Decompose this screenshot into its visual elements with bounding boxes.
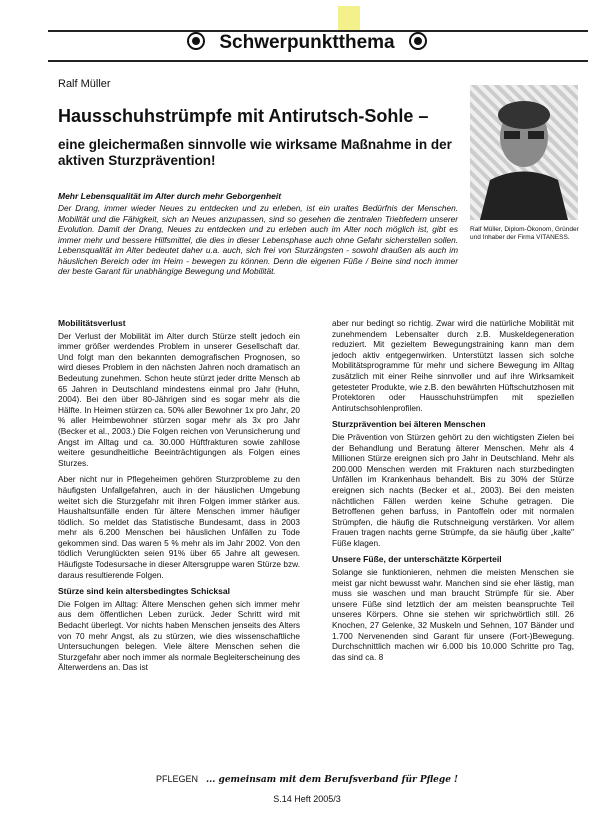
- photo-caption: Ralf Müller, Diplom-Ökonom, Gründer und Inhaber der Firma VITANESS.: [470, 226, 579, 241]
- article-title: Hausschuhstrümpfe mit Antirutsch-Sohle –: [58, 106, 429, 126]
- footer-tagline: [0, 774, 614, 785]
- section-heading: Sturzprävention bei älteren Menschen: [332, 419, 486, 430]
- paragraph: Die Folgen im Alltag: Ältere Menschen gehen sich immer mehr aus dem öffentlichen Leben zurück. Jeder Schritt wird mit Bedacht überlegt. Vor nichts haben Menschen jenseits des Alters von 70 mehr Angst, als zu stürzen, wie dies wissenschaftliche Untersuchungen belegen. Viele ältere Menschen sehen die Sturzgefahr aber noch immer als normale Begleiterscheinung des Älterwerdens an. Das ist: [58, 598, 300, 673]
- intro-heading: Mehr Lebensqualität im Alter durch mehr Geborgenheit: [58, 191, 282, 201]
- footer-slogan: ... gemeinsam mit dem Berufsverband für Pflege !: [206, 775, 459, 785]
- footer-brand: PFLEGEN: [155, 774, 198, 784]
- bullet-ornament-icon: [187, 32, 205, 50]
- section-heading: Stürze sind kein altersbedingtes Schicksal: [58, 586, 230, 597]
- section-heading: Mobilitätsverlust: [58, 318, 126, 328]
- paragraph: Solange sie funktionieren, nehmen die meisten Menschen sie meist gar nicht bewusst wahr. Manchen sind sie eher lästig, man muss sie waschen und man braucht Strümpfe für sie. Aber unsere Füße sind letztlich der am meisten beanspruchte Teil unseres Körpers. Ohne sie stehen wir sprichwörtlich still. 26 Knochen, 27 Gelenke, 32 Muskeln und Sehnen, 107 Bänder und 1.700 Nervenenden sind Garant für unsere (Fort-)Bewegung. Durchschnittlich machen wir 6.000 bis 10.000 Schritte pro Tag, das sind ca. 8: [332, 567, 574, 662]
- paragraph: Der Verlust der Mobilität im Alter durch Stürze stellt jedoch ein immer größer werdendes Problem in unserer Gesellschaft dar. Und folgt man den bekannten demografischen Prognosen, so wird dieses Problem in den nächsten Jahren noch dramatisch an Bedeutung zunehmen. Schon heute stürzt jeder dritte Mensch ab 65 Jahren in Deutschland mindestens einmal pro Jahr (Huhn, 2004). Bei den über 80-Jährigen sind es sogar mehr als die Hälfte. In Heimen stürzen ca. 50% aller Bewohner 1x pro Jahr, 20 % aller Heimbewohner stürzen sogar mehr als 3x pro Jahr (Becker et al., 2003.) Die Folgen reichen von Verunsicherung und Angst im Alltag und ca. 30.000 Hüftfrakturen sowie zahllose weitere gesundheitliche Beeinträchtigungen als Folgen eines Sturzes.: [58, 330, 300, 468]
- author-photo: [470, 85, 578, 220]
- left-column: [58, 318, 300, 679]
- bullet-ornament-icon: [409, 32, 427, 50]
- section-header: [0, 32, 614, 54]
- author-name: Ralf Müller: [58, 78, 111, 90]
- section-title: Schwerpunktthema: [219, 32, 395, 53]
- section-heading: Unsere Füße, der unterschätzte Körperteil: [332, 554, 502, 565]
- paragraph: Die Prävention von Stürzen gehört zu den wichtigsten Zielen bei der Behandlung und Beratung älterer Menschen. Mehr als 4 Millionen Stürze ereignen sich pro Jahr in Deutschland. Mehr als 200.000 Menschen werden mit Frakturen nach sturzbedingten Unfällen im Krankenhaus behandelt. Bis zu 30% der Stürze ereignen sich nachts (Becker et al., 2003). Bei den meisten nächtlichen Fällen werden keine Schuhe getragen. Die Betroffenen gehen barfuss, in Pantoffeln oder mit normalen Strümpfen, die häufig die Rutschneigung verstärken. Vor allem Frauen tragen nachts gerne Strümpfe, da sie häufig über „kalte" Füße klagen.: [332, 431, 574, 548]
- article-subtitle: eine gleichermaßen sinnvolle wie wirksame Maßnahme in der aktiven Sturzprävention!: [58, 137, 452, 168]
- right-column: [332, 318, 574, 668]
- page-number: S.14 Heft 2005/3: [273, 794, 341, 804]
- header-rule-bottom: [48, 60, 588, 62]
- yellow-marker-tab: [338, 6, 360, 30]
- intro-text: Der Drang, immer wieder Neues zu entdecken und zu erleben, ist ein uraltes Bedürfnis der Menschen. Mobilität und die Fähigkeit, sich an Neues anzupassen, sind so gesehen die zentralen Triebfedern unserer Evolution. Damit der Drang, Neues zu entdecken und zu erleben auch im Alter noch möglich ist, gibt es immer mehr und bessere Hilfsmittel, die dies in dieser Lebensphase auch ohne Gefahr sicherstellen sollen. Lebensqualität im Alter bedeutet daher u.a. auch, sich frei von Sturzängsten - sowohl draußen als auch im häuslichen Bereich oder im Heim - bewegen zu können. Denn die eigenen Füße / Beine sind noch immer der beste Garant für unabhängige Bewegung und Mobilität.: [58, 203, 458, 276]
- paragraph: Aber nicht nur in Pflegeheimen gehören Sturzprobleme zu den häufigsten Unfallgefahren, auch in der häuslichen Umgebung weitet sich die Sturzgefahr mit ihren Folgen immer stärker aus. Haushaltsunfälle enden für ältere Menschen immer häufiger tödlich. So meldet das Statistische Bundesamt, dass in 2003 mehr als 6.200 Menschen bei häuslichen Unfällen zu Tode gekommen sind. Das waren 5 % mehr als im Jahr 2002. Von den tödlich Verunglückten seien 91% über 65 Jahre alt gewesen. Häufigste Todesursache in dieser Altersgruppe waren Stürze bzw. daraus resultierende Folgen.: [58, 474, 300, 580]
- paragraph: aber nur bedingt so richtig. Zwar wird die natürliche Mobilität mit zunehmendem Lebensalter durch z.B. Muskeldegeneration reduziert. Mit gezieltem Bewegungstraining kann man dem jedoch aktiv entgegenwirken. Unterstützt lassen sich solche Mobilitätsprogramme für mehr und sichere Bewegung im Alltag zusätzlich mit einer Reihe sinnvoller und auf ihre Wirksamkeit getesteter Produkte, wie z.B. den bewährten Hüftschutzhosen mit Protektoren oder Hausschuhstrümpfen mit speziellen Antirutschsohlenprofilen.: [332, 318, 574, 413]
